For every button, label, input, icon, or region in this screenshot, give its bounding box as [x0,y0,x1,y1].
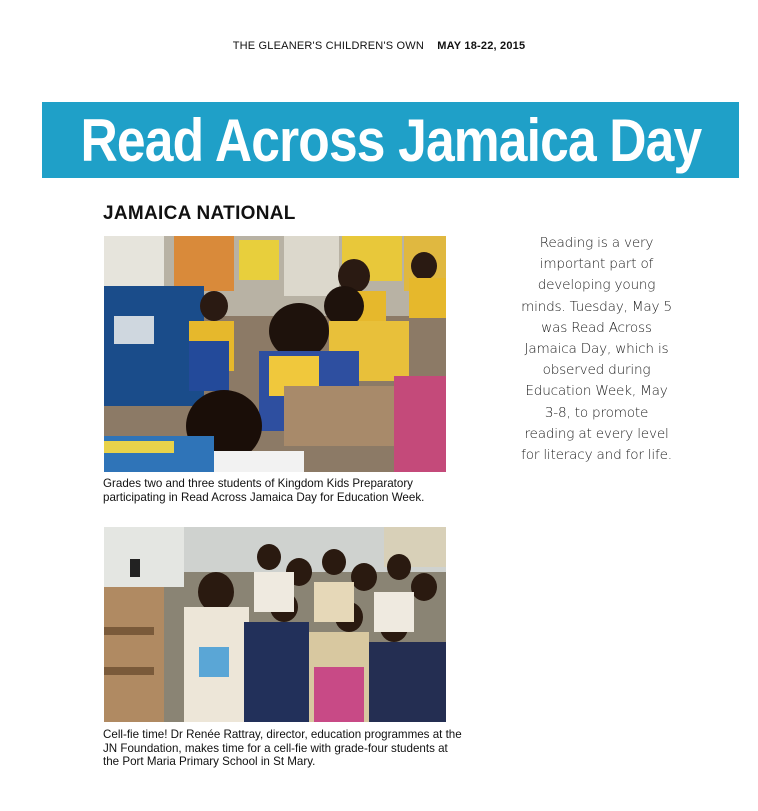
callout-line: minds. Tuesday, May 5 [521,298,672,315]
callout-line: Education Week, May [525,383,668,400]
classroom-photo-caption: Grades two and three students of Kingdom Kids Preparatory participating in Read Across Jamaica Day for Education Week. [103,477,425,504]
callout-line: developing young [537,277,656,294]
callout-line: was Read Across [541,319,652,336]
classroom-reading-photo [104,236,446,472]
running-header [0,40,758,52]
cell-fie-photo [104,527,446,722]
callout-line: observed during [542,362,651,379]
issue-date: MAY 18-22, 2015 [437,40,526,52]
callout-line: 3-8, to promote [544,404,649,421]
reading-callout [494,233,699,466]
callout-line: for literacy and for life. [521,447,672,464]
title-banner [42,102,739,178]
callout-line: Reading is a very [539,235,654,251]
callout-line: reading at every level [524,425,669,442]
callout-line: important part of [539,256,654,273]
publication-name: THE GLEANER'S CHILDREN'S OWN [232,40,425,52]
callout-line: Jamaica Day, which is [524,341,669,358]
page-title: Read Across Jamaica Day [80,106,701,174]
section-label: JAMAICA NATIONAL [103,203,296,224]
cell-fie-photo-caption: Cell-fie time! Dr Renée Rattray, director, education programmes at the JN Foundation, makes time for a cell-fie with grade-four students at the Port Maria Primary School in St Mary. [103,728,462,768]
